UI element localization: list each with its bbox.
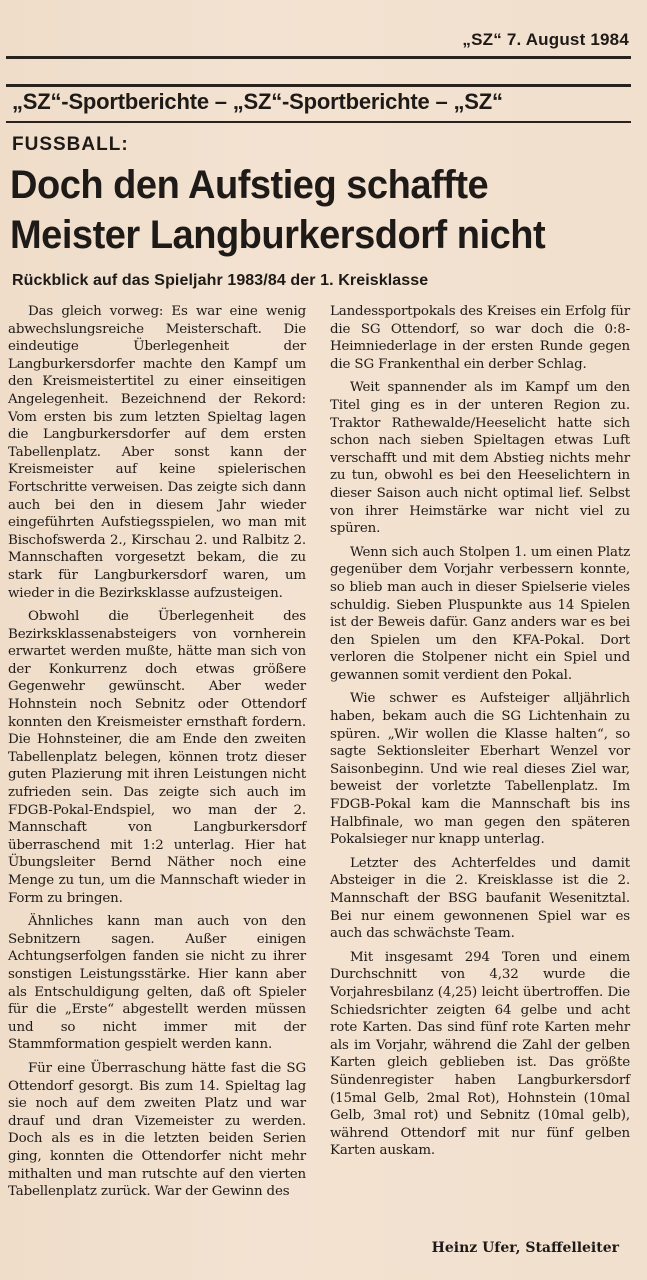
article-headline xyxy=(10,160,599,260)
paragraph: Letzter des Achterfeldes und damit Absteiger in die 2. Kreisklasse ist die 2. Mannschaft der BSG baufanit Wesenitztal. Bei nur einem gewonnenen Spiel war es auch das schwächste Team. xyxy=(330,855,630,942)
left-column xyxy=(8,303,306,1207)
author-signature: Heinz Ufer, Staffelleiter xyxy=(431,1240,619,1256)
paragraph: Weit spannender als im Kampf um den Titel ging es in der unteren Region zu. Traktor Rathewalde/Heeselicht hatte sich schon nach sieben Spieltagen etwas Luft verschafft und mit dem Abstieg nichts mehr zu tun, obwohl es bei den Heeselichtern in dieser Saison auch nicht optimal lief. Selbst von ihrer Heimstärke war nicht viel zu spüren. xyxy=(330,380,630,537)
article-subheadline: Rückblick auf das Spieljahr 1983/84 der 1. Kreisklasse xyxy=(12,272,429,289)
dateline: „SZ“ 7. August 1984 xyxy=(462,30,629,49)
article-kicker: FUSSBALL: xyxy=(12,134,129,155)
banner-rule-top xyxy=(6,84,631,87)
paragraph: Ähnliches kann man auch von den Sebnitzern sagen. Außer einigen Achtungserfolgen fanden sie nicht zu ihrer sonstigen Leistungsstärke. Hier kann aber als Entschuldigung gelten, daß oft Spieler für die „Erste“ abgestellt werden müssen und so nicht immer mit der Stammformation gespielt werden kann. xyxy=(8,914,306,1053)
paragraph: Wenn sich auch Stolpen 1. um einen Platz gegenüber dem Vorjahr verbessern konnte, so blieb man auch in dieser Spielserie vieles schuldig. Sieben Pluspunkte aus 14 Spielen ist der Beweis dafür. Ganz anders war es bei den Spielen um den KFA-Pokal. Dort verloren die Stolpener nicht ein Spiel und gewannen somit verdient den Pokal. xyxy=(330,544,630,683)
paragraph: Für eine Überraschung hätte fast die SG Ottendorf gesorgt. Bis zum 14. Spieltag lag sie noch auf dem zweiten Platz und war drauf und dran Vizemeister zu werden. Doch als es in die letzten beiden Serien ging, konnten die Ottendorfer nicht mehr mithalten und man rutschte auf den vierten Tabellenplatz zurück. War der Gewinn des xyxy=(8,1060,306,1200)
paragraph: Obwohl die Überlegenheit des Bezirksklassenabsteigers von vornherein erwartet werden mußte, hätte man sich von der Konkurrenz doch etwas größere Gegenwehr gewünscht. Aber weder Hohnstein noch Sebnitz oder Ottendorf konnten den Kreismeister ernsthaft fordern. Die Hohnsteiner, die am Ende den zweiten Tabellenplatz belegen, können trotz dieser guten Plazierung mit ihren Leistungen nicht zufrieden sein. Das zeigte sich auch im FDGB-Pokal-Endspiel, wo man der 2. Mannschaft von Langburkersdorf überraschend mit 1:2 unterlag. Hier hat Übungsleiter Bernd Näther noch eine Menge zu tun, um die Mannschaft wieder in Form zu bringen. xyxy=(8,609,306,906)
top-rule xyxy=(6,56,631,59)
paragraph: Landessportpokals des Kreises ein Erfolg für die SG Ottendorf, so war doch die 0:8-Heimniederlage in der ersten Runde gegen die SG Frankenthal ein derber Schlag. xyxy=(330,304,630,372)
paragraph: Mit insgesamt 294 Toren und einem Durchschnitt von 4,32 wurde die Vorjahresbilanz (4,25) leicht übertroffen. Die Schiedsrichter zeigten 64 gelbe und acht rote Karten. Das sind fünf rote Karten mehr als im Vorjahr, während die Zahl der gelben Karten gleich geblieben ist. Das größte Sündenregister haben Langburkersdorf (15mal Gelb, 2mal Rot), Hohnstein (10mal Gelb, 3mal rot) und Sebnitz (10mal gelb), während Ottendorf mit nur fünf gelben Karten auskam. xyxy=(330,949,630,1159)
section-banner: „SZ“-Sportberichte – „SZ“-Sportberichte – „SZ“ xyxy=(12,89,503,114)
paragraph: Das gleich vorweg: Es war eine wenig abwechslungsreiche Meisterschaft. Die eindeutige Überlegenheit der Langburkersdorfer machte den Kampf um den Kreismeistertitel zu einer einseitigen Angelegenheit. Bezeichnend der Rekord: Vom ersten bis zum letzten Spieltag lagen die Langburkersdorfer auf dem ersten Tabellenplatz. Aber sonst kann der Kreismeister auf keine spielerischen Fortschritte verweisen. Das zeigte sich dann auch bei den in diesem Jahr wieder eingeführten Aufstiegsspielen, wo man mit Bischofswerda 2., Kirschau 2. und Ralbitz 2. Mannschaften vorgesetzt bekam, die zu stark für Langburkersdorf waren, um wieder in die Bezirksklasse aufzusteigen. xyxy=(8,304,306,601)
right-column xyxy=(330,303,630,1166)
headline-line-1: Doch den Aufstieg schaffte xyxy=(10,163,489,207)
banner-rule-bottom xyxy=(6,121,631,123)
headline-line-2: Meister Langburkersdorf nicht xyxy=(10,213,546,257)
paragraph: Wie schwer es Aufsteiger alljährlich haben, bekam auch die SG Lichtenhain zu spüren. „Wir wollen die Klasse halten“, so sagte Sektionsleiter Eberhart Wenzel vor Saisonbeginn. Und wie real dieses Ziel war, beweist der vorletzte Tabellenplatz. Im FDGB-Pokal kam die Mannschaft bis ins Halbfinale, wo man gegen den späteren Pokalsieger nur knapp unterlag. xyxy=(330,691,630,848)
